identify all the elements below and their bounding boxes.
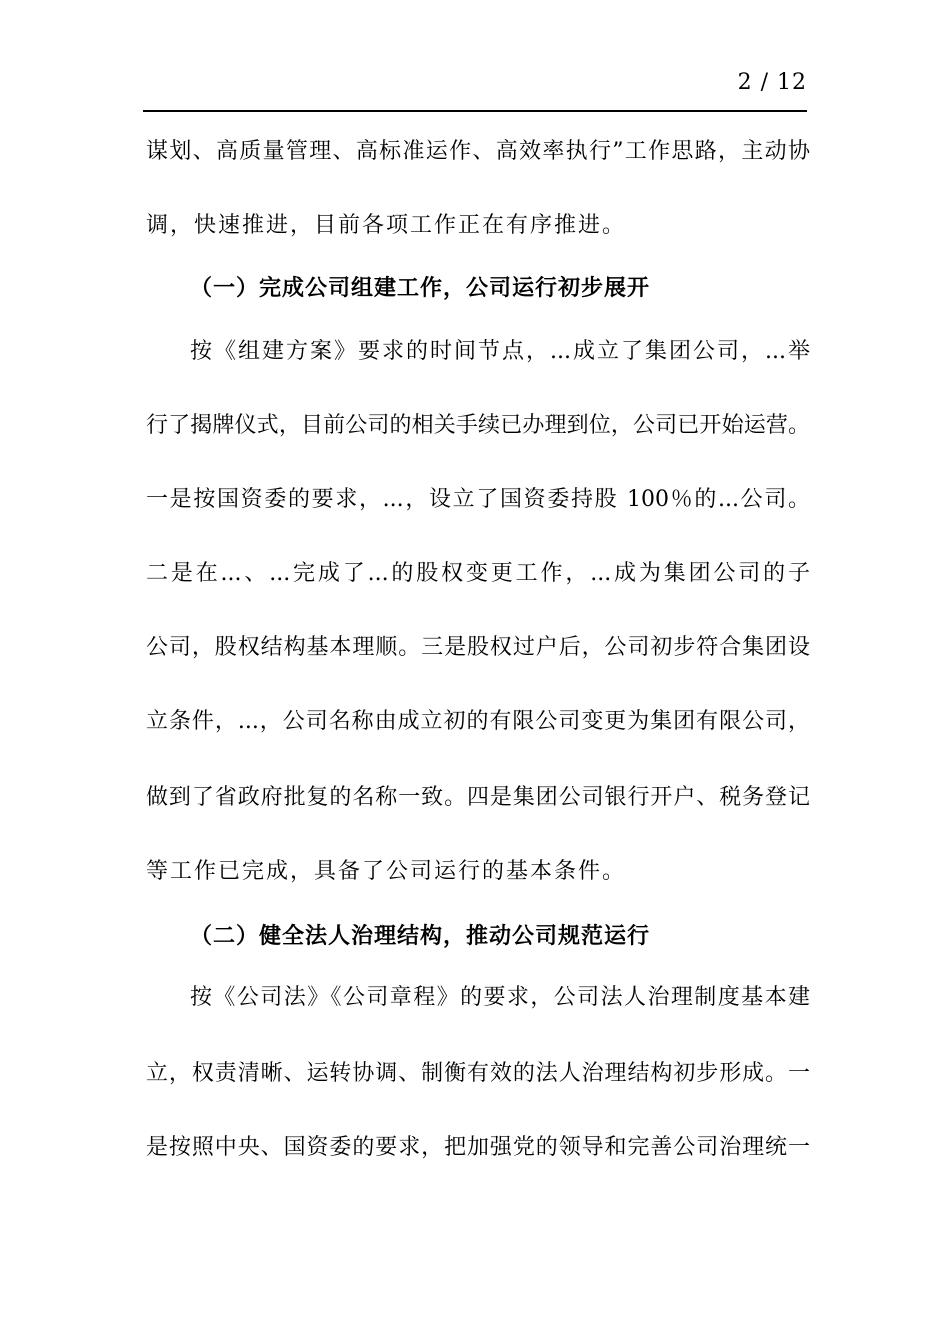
section-heading-1: （一）完成公司组建工作，公司运行初步展开: [190, 275, 651, 301]
paragraph-line: 谋划、高质量管理、高标准运作、高效率执行”工作思路，主动协: [146, 139, 810, 164]
paragraph-line: 做到了省政府批复的名称一致。四是集团公司银行开户、税务登记: [146, 785, 810, 810]
paragraph-line: 一是按国资委的要求，...，设立了国资委持股 100％的...公司。: [146, 487, 810, 512]
paragraph-line: 公司，股权结构基本理顺。三是股权过户后，公司初步符合集团设: [146, 635, 810, 660]
paragraph-line: 等工作已完成，具备了公司运行的基本条件。: [146, 859, 627, 884]
header-rule: [143, 110, 807, 112]
paragraph-line: 行了揭牌仪式，目前公司的相关手续已办理到位，公司已开始运营。: [146, 413, 810, 438]
paragraph-line: 按《公司法》《公司章程》的要求，公司法人治理制度基本建: [190, 985, 810, 1010]
paragraph-line: 调，快速推进，目前各项工作正在有序推进。: [146, 213, 627, 238]
paragraph-line: 按《组建方案》要求的时间节点，...成立了集团公司，...举: [190, 339, 810, 364]
paragraph-line: 是按照中央、国资委的要求，把加强党的领导和完善公司治理统一: [146, 1135, 810, 1160]
paragraph-line: 立条件，...，公司名称由成立初的有限公司变更为集团有限公司，: [146, 709, 810, 734]
page-number: 2 / 12: [737, 70, 807, 95]
paragraph-line: 二是在...、...完成了...的股权变更工作，...成为集团公司的子: [146, 561, 810, 586]
paragraph-line: 立，权责清晰、运转协调、制衡有效的法人治理结构初步形成。一: [146, 1061, 810, 1086]
section-heading-2: （二）健全法人治理结构，推动公司规范运行: [190, 923, 651, 949]
